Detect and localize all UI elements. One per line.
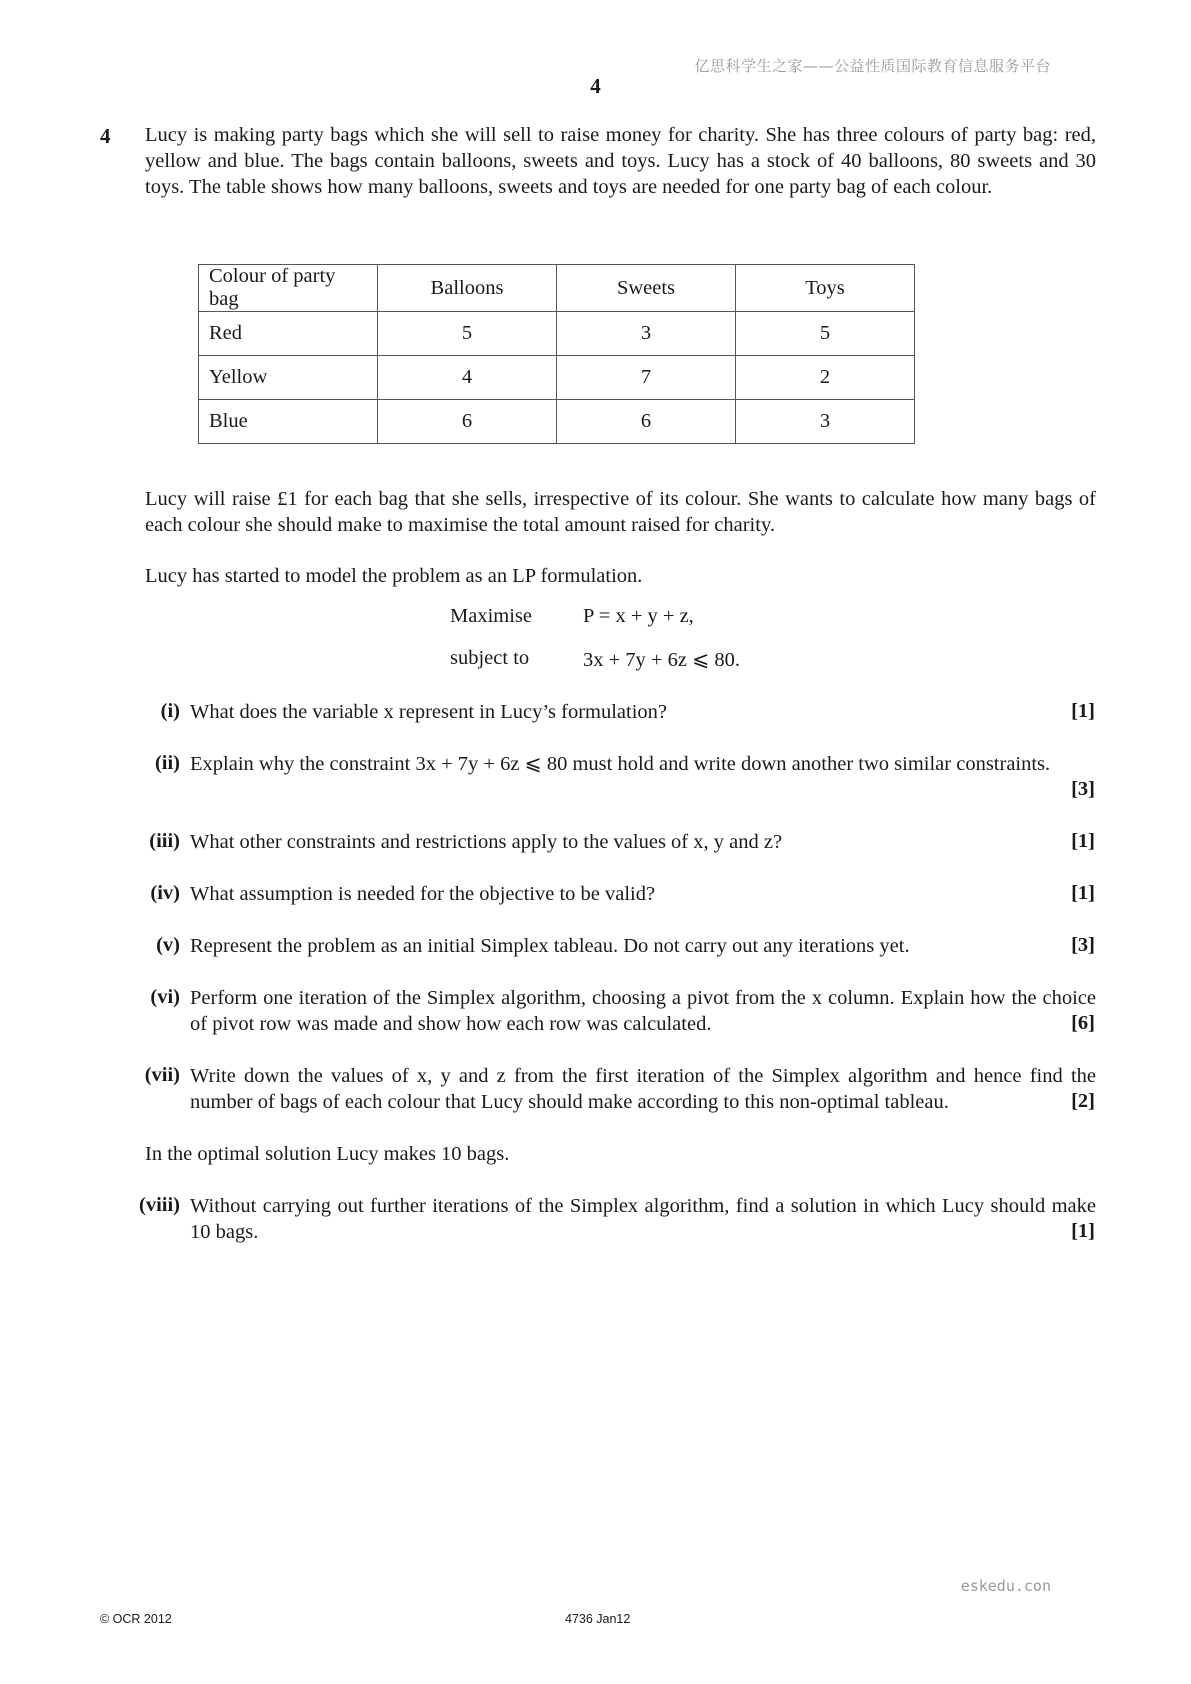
question-number: 4 [100,124,111,148]
brand-watermark: eskedu.con [960,1577,1051,1595]
constraint-expression: 3x + 7y + 6z ⩽ 80. [583,649,741,671]
part-text: What other constraints and restrictions apply to the values of x, y and z? [190,831,783,853]
table-header-cell: Colour of party bag [199,265,378,312]
table-cell: 2 [736,356,915,400]
part-text: Perform one iteration of the Simplex algorithm, choosing a pivot from the x column. Explain how the choice of pivot row was made and show how each row was calculated. [190,987,1096,1035]
mark-allocation: [1] [1071,1220,1095,1242]
part-text: Represent the problem as an initial Simplex tableau. Do not carry out any iterations yet. [190,935,910,957]
table-row [199,400,915,444]
table-cell: 4 [378,356,557,400]
table-cell: 6 [378,400,557,444]
part-label: (ii) [154,752,180,774]
question-intro: Lucy is making party bags which she will sell to raise money for charity. She has three colours of party bag: red, yellow and blue. The bags contain balloons, sweets and toys. Lucy has a stock of 40 balloons, 80 sweets and 30 toys. The table shows how many balloons, sweets and toys are needed for one party bag of each colour. [145,124,1096,198]
party-bag-table [198,264,915,444]
table-header-cell: Toys [736,265,915,312]
maximise-label: Maximise [450,605,532,627]
mark-allocation: [2] [1071,1090,1095,1112]
table-header-cell: Balloons [378,265,557,312]
objective-expression: P = x + y + z, [583,605,694,627]
mark-allocation: [1] [1071,882,1095,904]
table-row [199,356,915,400]
part-label: (vi) [150,986,180,1008]
copyright-notice: © OCR 2012 [100,1612,172,1626]
table-cell: Red [199,312,378,356]
paper-code: 4736 Jan12 [565,1612,631,1626]
mark-allocation: [1] [1071,830,1095,852]
part-text: Explain why the constraint 3x + 7y + 6z ⩽ 80 must hold and write down another two similar constraints. [190,753,1051,775]
table-header-cell: Sweets [557,265,736,312]
table-cell: 6 [557,400,736,444]
table-row [199,312,915,356]
mark-allocation: [6] [1071,1012,1095,1034]
mark-allocation: [1] [1071,700,1095,722]
table-cell: Blue [199,400,378,444]
table-cell: 3 [736,400,915,444]
part-text: Write down the values of x, y and z from the first iteration of the Simplex algorithm and hence find the number of bags of each colour that Lucy should make according to this non-optimal tableau. [190,1065,1096,1113]
table-cell: 5 [736,312,915,356]
table-cell: 5 [378,312,557,356]
part-label: (viii) [139,1194,180,1216]
table-header-row [199,265,915,312]
optimal-paragraph: In the optimal solution Lucy makes 10 bags. [145,1143,510,1165]
subject-to-label: subject to [450,647,530,669]
watermark-text: 亿思科学生之家——公益性质国际教育信息服务平台 [694,57,1051,75]
mark-allocation: [3] [1071,778,1095,800]
part-label: (iv) [150,882,180,904]
table-cell: 3 [557,312,736,356]
part-label: (vii) [144,1064,180,1086]
part-text: Without carrying out further iterations of the Simplex algorithm, find a solution in which Lucy should make 10 bags. [190,1195,1096,1243]
mark-allocation: [3] [1071,934,1095,956]
raise-paragraph: Lucy will raise £1 for each bag that she sells, irrespective of its colour. She wants to calculate how many bags of each colour she should make to maximise the total amount raised for charity. [145,488,1096,536]
table-cell: Yellow [199,356,378,400]
page-number: 4 [590,74,601,98]
part-label: (i) [160,700,180,722]
part-label: (v) [156,934,180,956]
part-text: What assumption is needed for the objective to be valid? [190,883,656,905]
part-text: What does the variable x represent in Lucy’s formulation? [190,701,668,723]
part-label: (iii) [149,830,180,852]
table-cell: 7 [557,356,736,400]
model-paragraph: Lucy has started to model the problem as an LP formulation. [145,565,643,587]
